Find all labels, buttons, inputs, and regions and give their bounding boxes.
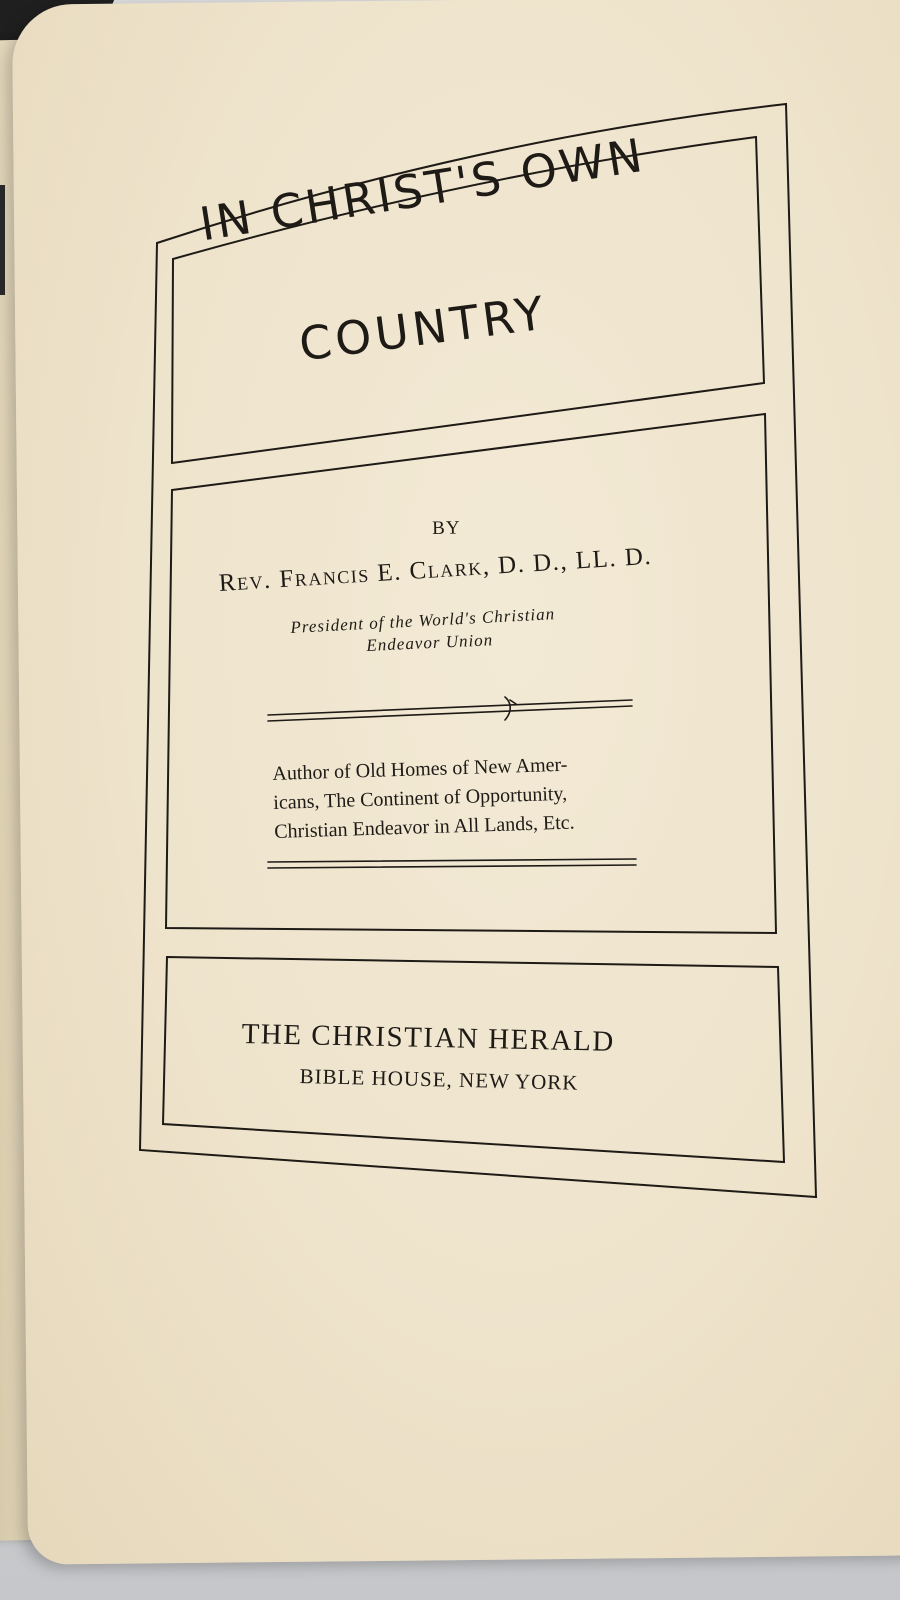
double-rule-bottom bbox=[268, 865, 636, 868]
author-box bbox=[166, 414, 776, 933]
title-line-1: IN CHRIST'S OWN bbox=[196, 127, 649, 252]
publisher-name: THE CHRISTIAN HERALD bbox=[241, 1018, 616, 1058]
other-works-line: Author of Old Homes of New Amer- bbox=[272, 753, 568, 785]
other-works-line: icans, The Continent of Opportunity, bbox=[273, 782, 568, 814]
double-rule-top bbox=[268, 859, 636, 862]
other-works-line: Christian Endeavor in All Lands, Etc. bbox=[273, 811, 575, 843]
ornament-fleuron bbox=[505, 697, 516, 720]
publisher-box bbox=[163, 957, 784, 1162]
by-label: BY bbox=[432, 517, 461, 539]
title-line-2: COUNTRY bbox=[296, 285, 551, 372]
author-name: Rev. Francis E. Clark, D. D., LL. D. bbox=[218, 542, 653, 597]
author-role-line-1: President of the World's Christian bbox=[290, 604, 556, 637]
publisher-address: BIBLE HOUSE, NEW YORK bbox=[299, 1064, 579, 1095]
author-role-line-2: Endeavor Union bbox=[366, 630, 494, 655]
other-works bbox=[272, 751, 575, 847]
